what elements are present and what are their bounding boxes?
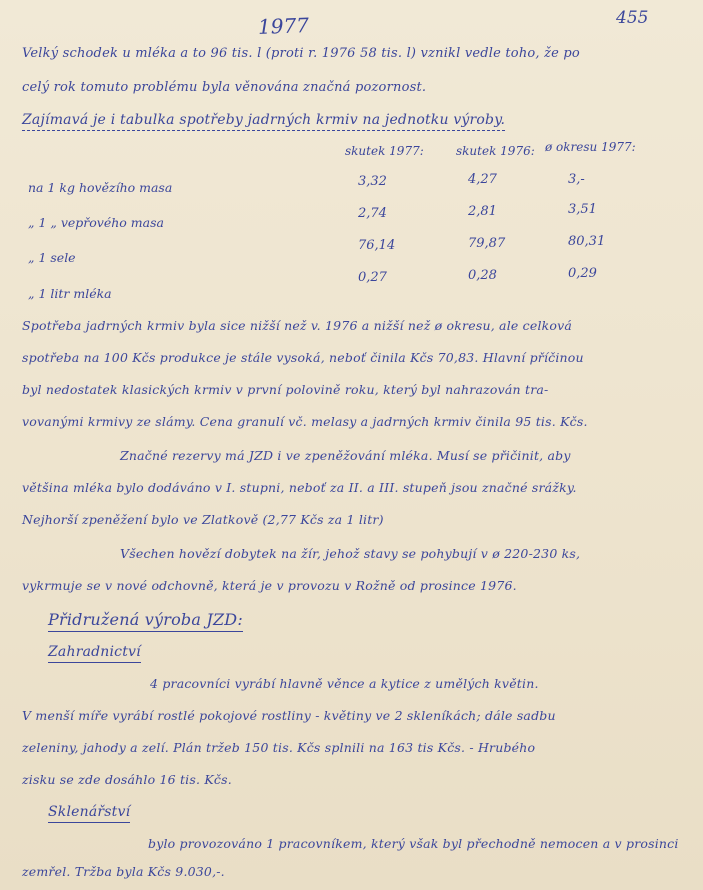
table-cell: 80,31 bbox=[568, 234, 606, 249]
table-cell: 0,29 bbox=[568, 266, 597, 281]
table-cell: 3,- bbox=[568, 172, 585, 187]
table-heading: Zajímavá je i tabulka spotřeby jadrných krmiv na jednotku výroby. bbox=[22, 112, 505, 131]
column-header-1976: skutek 1976: bbox=[456, 144, 535, 158]
table-cell: 76,14 bbox=[358, 238, 396, 253]
paragraph-1-line: Velký schodek u mléka a to 96 tis. l (proti r. 1976 58 tis. l) vznikl vedle toho, že po bbox=[22, 46, 580, 61]
table-cell: 3,51 bbox=[568, 202, 597, 217]
page-number: 455 bbox=[616, 8, 649, 28]
table-cell: 0,27 bbox=[358, 270, 387, 285]
table-cell: 2,74 bbox=[358, 206, 387, 221]
paragraph-4-line: vykrmuje se v nové odchovně, která je v provozu v Rožně od prosince 1976. bbox=[22, 578, 517, 593]
table-cell: 3,32 bbox=[358, 174, 387, 189]
page-year: 1977 bbox=[257, 13, 310, 39]
table-row-label: na 1 kg hovězího masa bbox=[28, 180, 173, 195]
subsection-2-line: zemřel. Tržba byla Kčs 9.030,-. bbox=[22, 864, 225, 879]
column-header-1977: skutek 1977: bbox=[345, 144, 424, 158]
table-cell: 79,87 bbox=[468, 236, 506, 251]
subsection-1-line: V menší míře vyrábí rostlé pokojové rostliny - květiny ve 2 skleníkách; dále sadbu bbox=[22, 708, 556, 723]
table-row-label: „ 1 „ vepřového masa bbox=[28, 215, 164, 230]
paragraph-3-line: Značné rezervy má JZD i ve zpeněžování mléka. Musí se přičinit, aby bbox=[120, 448, 571, 463]
paragraph-3-line: Nejhorší zpeněžení bylo ve Zlatkově (2,77 Kčs za 1 litr) bbox=[22, 512, 384, 527]
paragraph-2-line: Spotřeba jadrných krmiv byla sice nižší než v. 1976 a nižší než ø okresu, ale celková bbox=[22, 318, 573, 333]
paragraph-2-line: spotřeba na 100 Kčs produkce je stále vysoká, neboť činila Kčs 70,83. Hlavní příčinou bbox=[22, 350, 584, 365]
subsection-1-line: 4 pracovníci vyrábí hlavně věnce a kytice z umělých květin. bbox=[150, 676, 539, 691]
subsection-2-line: bylo provozováno 1 pracovníkem, který však byl přechodně nemocen a v prosinci bbox=[148, 836, 679, 851]
table-cell: 2,81 bbox=[468, 204, 497, 219]
table-cell: 0,28 bbox=[468, 268, 497, 283]
paragraph-3-line: většina mléka bylo dodáváno v I. stupni, neboť za II. a III. stupeň jsou značné srážky. bbox=[22, 480, 577, 495]
table-row-label: „ 1 sele bbox=[28, 250, 76, 265]
paragraph-2-line: vovanými krmivy ze slámy. Cena granulí vč. melasy a jadrných krmiv činila 95 tis. Kčs. bbox=[22, 414, 588, 429]
subsection-1-line: zisku se zde dosáhlo 16 tis. Kčs. bbox=[22, 772, 232, 787]
section-title: Přidružená výroba JZD: bbox=[48, 610, 243, 632]
paragraph-1-line: celý rok tomuto problému byla věnována značná pozornost. bbox=[22, 80, 427, 95]
table-cell: 4,27 bbox=[468, 172, 497, 187]
subsection-title-zahradnictvi: Zahradnictví bbox=[48, 644, 141, 663]
subsection-1-line: zeleniny, jahody a zelí. Plán tržeb 150 tis. Kčs splnili na 163 tis Kčs. - Hrubého bbox=[22, 740, 536, 755]
paragraph-2-line: byl nedostatek klasických krmiv v první polovině roku, který byl nahrazován tra- bbox=[22, 382, 549, 397]
column-header-okres: ø okresu 1977: bbox=[545, 140, 636, 154]
subsection-title-sklenarstvi: Sklenářství bbox=[48, 804, 130, 823]
table-row-label: „ 1 litr mléka bbox=[28, 286, 112, 301]
paragraph-4-line: Všechen hovězí dobytek na žír, jehož stavy se pohybují v ø 220-230 ks, bbox=[120, 546, 581, 561]
